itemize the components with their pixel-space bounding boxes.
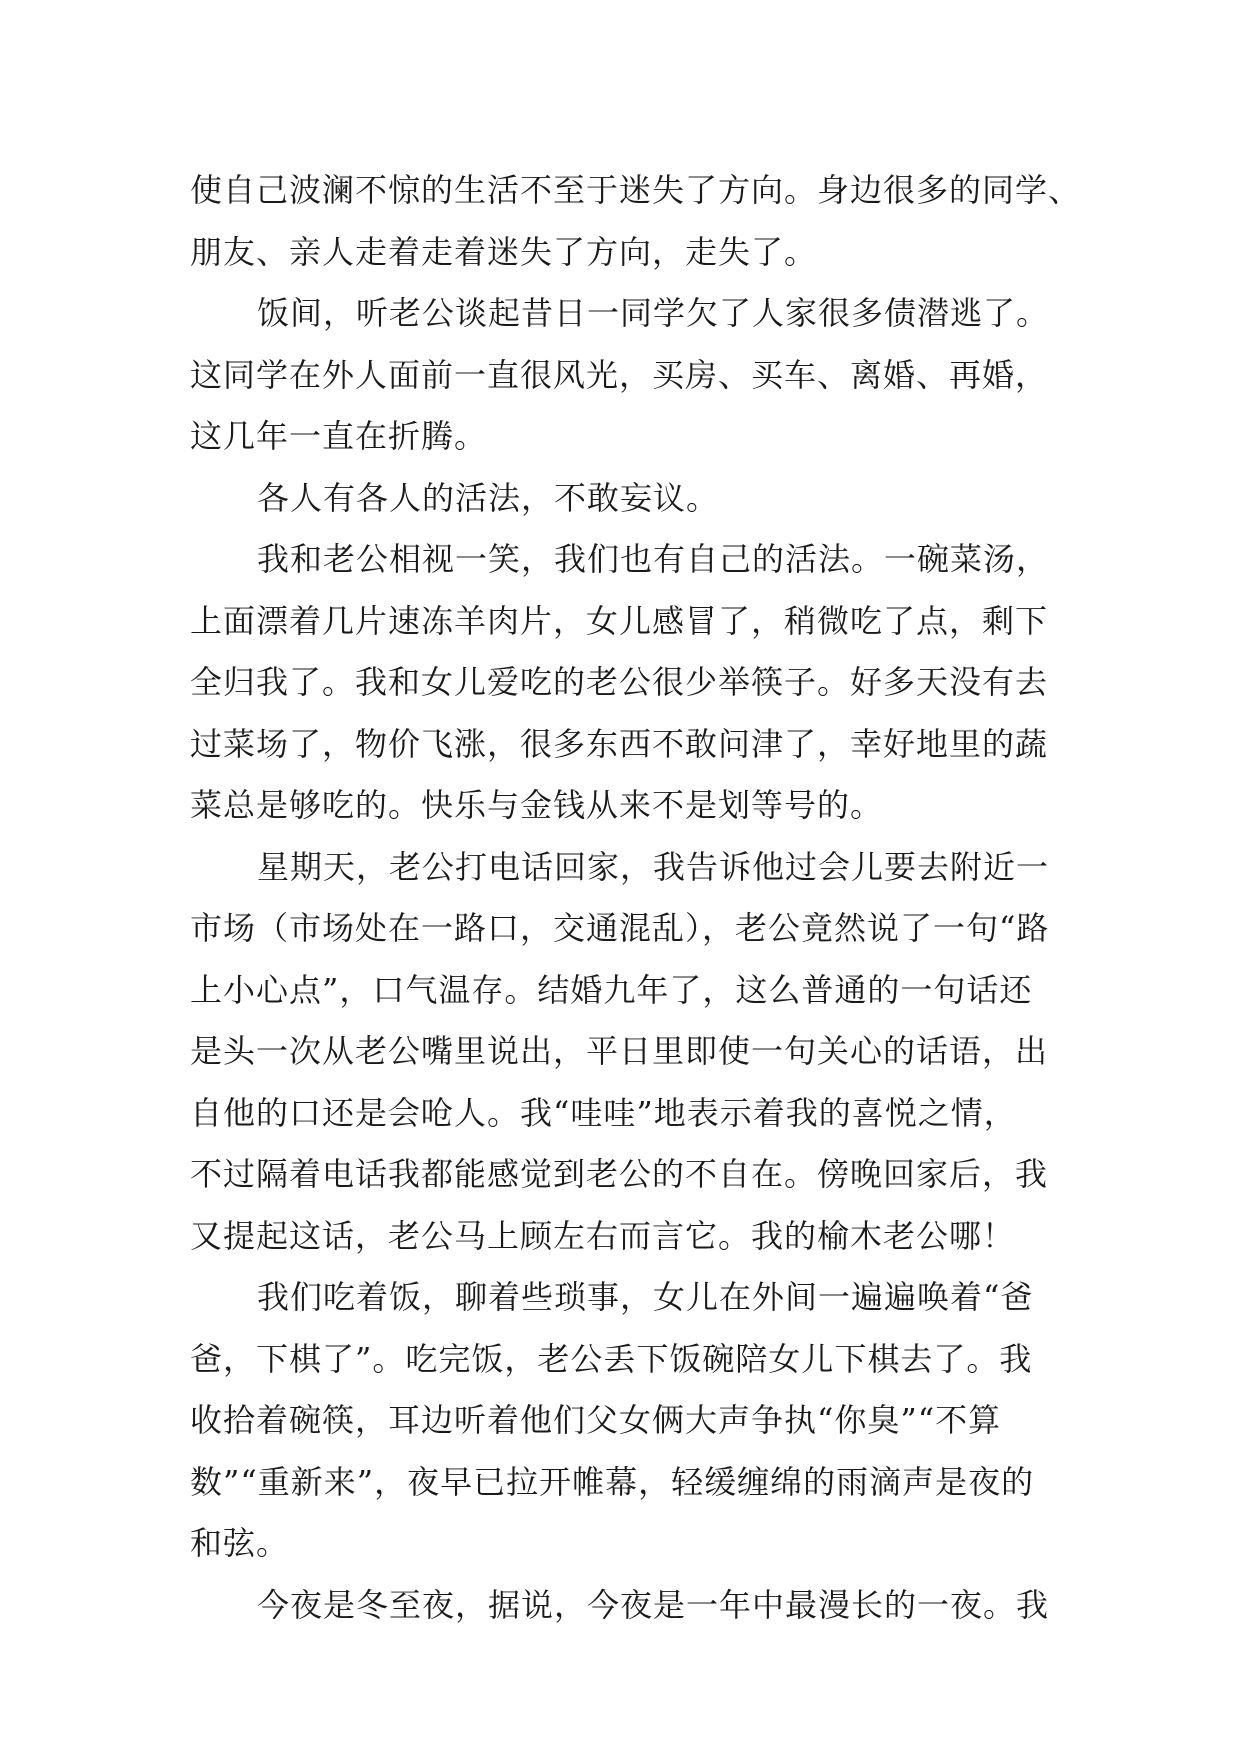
text-line: 菜总是够吃的。快乐与金钱从来不是划等号的。: [190, 786, 884, 824]
text-line: 朋友、亲人走着走着迷失了方向，走失了。: [190, 232, 818, 271]
text-line: 爸，下棋了”。吃完饭，老公丢下饭碗陪女儿下棋去了。我: [190, 1339, 1033, 1378]
text-line: 又提起这话，老公马上顾左右而言它。我的榆木老公哪！: [190, 1216, 1016, 1255]
text-line: 收拾着碗筷，耳边听着他们父女俩大声争执“你臭”“不算: [190, 1401, 1002, 1439]
text-line: 不过隔着电话我都能感觉到老公的不自在。傍晚回家后，我: [190, 1155, 1049, 1193]
text-line: 使自己波澜不惊的生活不至于迷失了方向。身边很多的同学、: [190, 171, 1082, 209]
text-line: 今夜是冬至夜，据说，今夜是一年中最漫长的一夜。我: [257, 1585, 1050, 1624]
text-line: 上面漂着几片速冻羊肉片，女儿感冒了，稍微吃了点，剩下: [190, 601, 1049, 640]
text-line: 市场（市场处在一路口，交通混乱），老公竟然说了一句“路: [190, 909, 1050, 947]
body-text: [190, 160, 1130, 1636]
text-line: 是头一次从老公嘴里说出，平日里即使一句关心的话语，出: [190, 1032, 1049, 1070]
text-line: 全归我了。我和女儿爱吃的老公很少举筷子。好多天没有去: [190, 663, 1049, 701]
text-line: 这几年一直在折腾。: [190, 417, 488, 455]
text-line: 上小心点”，口气温存。结婚九年了，这么普通的一句话还: [190, 970, 1033, 1009]
text-line: 各人有各人的活法，不敢妄议。: [257, 478, 720, 517]
text-line: 自他的口还是会呛人。我“哇哇”地表示着我的喜悦之情，: [190, 1093, 1017, 1132]
text-line: 数”“重新来”，夜早已拉开帷幕，轻缓缠绵的雨滴声是夜的: [190, 1462, 1035, 1501]
text-line: 过菜场了，物价飞涨，很多东西不敢问津了，幸好地里的蔬: [190, 724, 1049, 763]
text-line: 我们吃着饭，聊着些琐事，女儿在外间一遍遍唤着“爸: [257, 1278, 1034, 1316]
text-line: 这同学在外人面前一直很风光，买房、买车、离婚、再婚，: [190, 355, 1049, 394]
text-line: 和弦。: [190, 1524, 290, 1562]
text-line: 星期天，老公打电话回家，我告诉他过会儿要去附近一: [257, 847, 1050, 886]
text-line: 我和老公相视一笑，我们也有自己的活法。一碗菜汤，: [257, 540, 1050, 578]
text-line: 饭间，听老公谈起昔日一同学欠了人家很多债潜逃了。: [257, 294, 1050, 332]
